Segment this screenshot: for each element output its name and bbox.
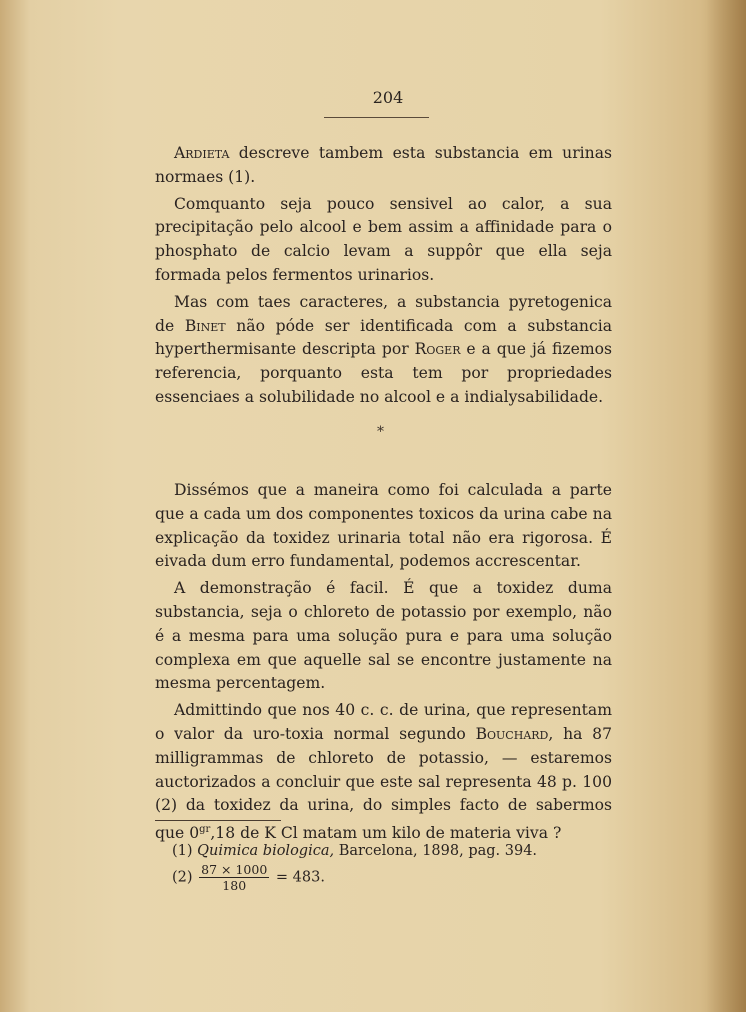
paragraph: Dissémos que a maneira como foi calculada a parte que a cada um dos componentes toxicos da urina cabe na explicação da toxidez urinaria total não era rigorosa. É eivada dum erro fundamental, podemos accrescentar.	[155, 481, 612, 571]
footnote-mark: (1)	[172, 843, 193, 859]
paragraph	[155, 142, 612, 190]
page-edge-shading	[706, 0, 746, 1012]
page-number: 204	[372, 88, 404, 107]
footnote-mark: (2)	[172, 869, 193, 886]
author-name: Roger	[414, 340, 461, 359]
paragraph-text: Mas com taes caracteres, a substancia pyretogenica de	[155, 292, 612, 335]
fraction-result: = 483.	[275, 869, 325, 886]
paragraph-text: descreve tambem esta substancia em urinas normaes (1).	[155, 144, 612, 186]
author-name: Ardieta	[174, 144, 230, 162]
footnote-title: Quimica biologica,	[197, 843, 335, 859]
paragraph-text: não póde ser identificada com a substancia hyperthermisante descripta por	[155, 316, 612, 359]
paragraph: Comquanto seja pouco sensivel ao calor, a sua precipitação pelo alcool e bem assim a affinidade para o phosphato de calcio levam a suppôr que ella seja formada pelos fermentos urinarios.	[155, 194, 612, 284]
footnote-rule	[155, 820, 281, 821]
fraction-denominator: 180	[222, 878, 247, 893]
paragraph: A demonstração é facil. É que a toxidez duma substancia, seja o chloreto de potassio por exemplo, não é a mesma para uma solução pura e para uma solução complexa em que aquelle sal se encontre justamente na mesma percentagem.	[155, 579, 612, 693]
text-block-bottom	[155, 479, 612, 846]
paragraph-text: , ha 87 milligrammas de chloreto de potassio, — estaremos auctorizados a concluir que este sal representa 48 p. 100 (2) da toxidez da urina, do simples facto de sabermos que 0	[155, 724, 612, 843]
paragraph	[155, 291, 612, 410]
footnote-text: Barcelona, 1898, pag. 394.	[334, 843, 538, 859]
text-block-top	[155, 142, 612, 410]
unit-superscript: gr	[199, 824, 211, 836]
fraction	[199, 862, 269, 893]
header-rule	[324, 117, 429, 118]
paragraph	[155, 699, 612, 846]
footnote-1	[172, 843, 537, 859]
section-separator: *	[377, 424, 384, 440]
paragraph-text: Admittindo que nos 40 c. c. de urina, que representam o valor da uro-toxia normal segundo	[155, 701, 612, 743]
paragraph-text: ,18 de K Cl matam um kilo de materia viva ?	[210, 824, 562, 843]
author-name: Binet	[184, 316, 226, 335]
author-name: Bouchard	[475, 724, 549, 743]
fraction-numerator: 87 × 1000	[201, 862, 268, 877]
footnote-2	[172, 862, 325, 893]
paragraph-text: e a que já fizemos referencia, porquanto esta tem por propriedades essenciaes a solubilidade no alcool e a indialysabilidade.	[155, 340, 613, 406]
